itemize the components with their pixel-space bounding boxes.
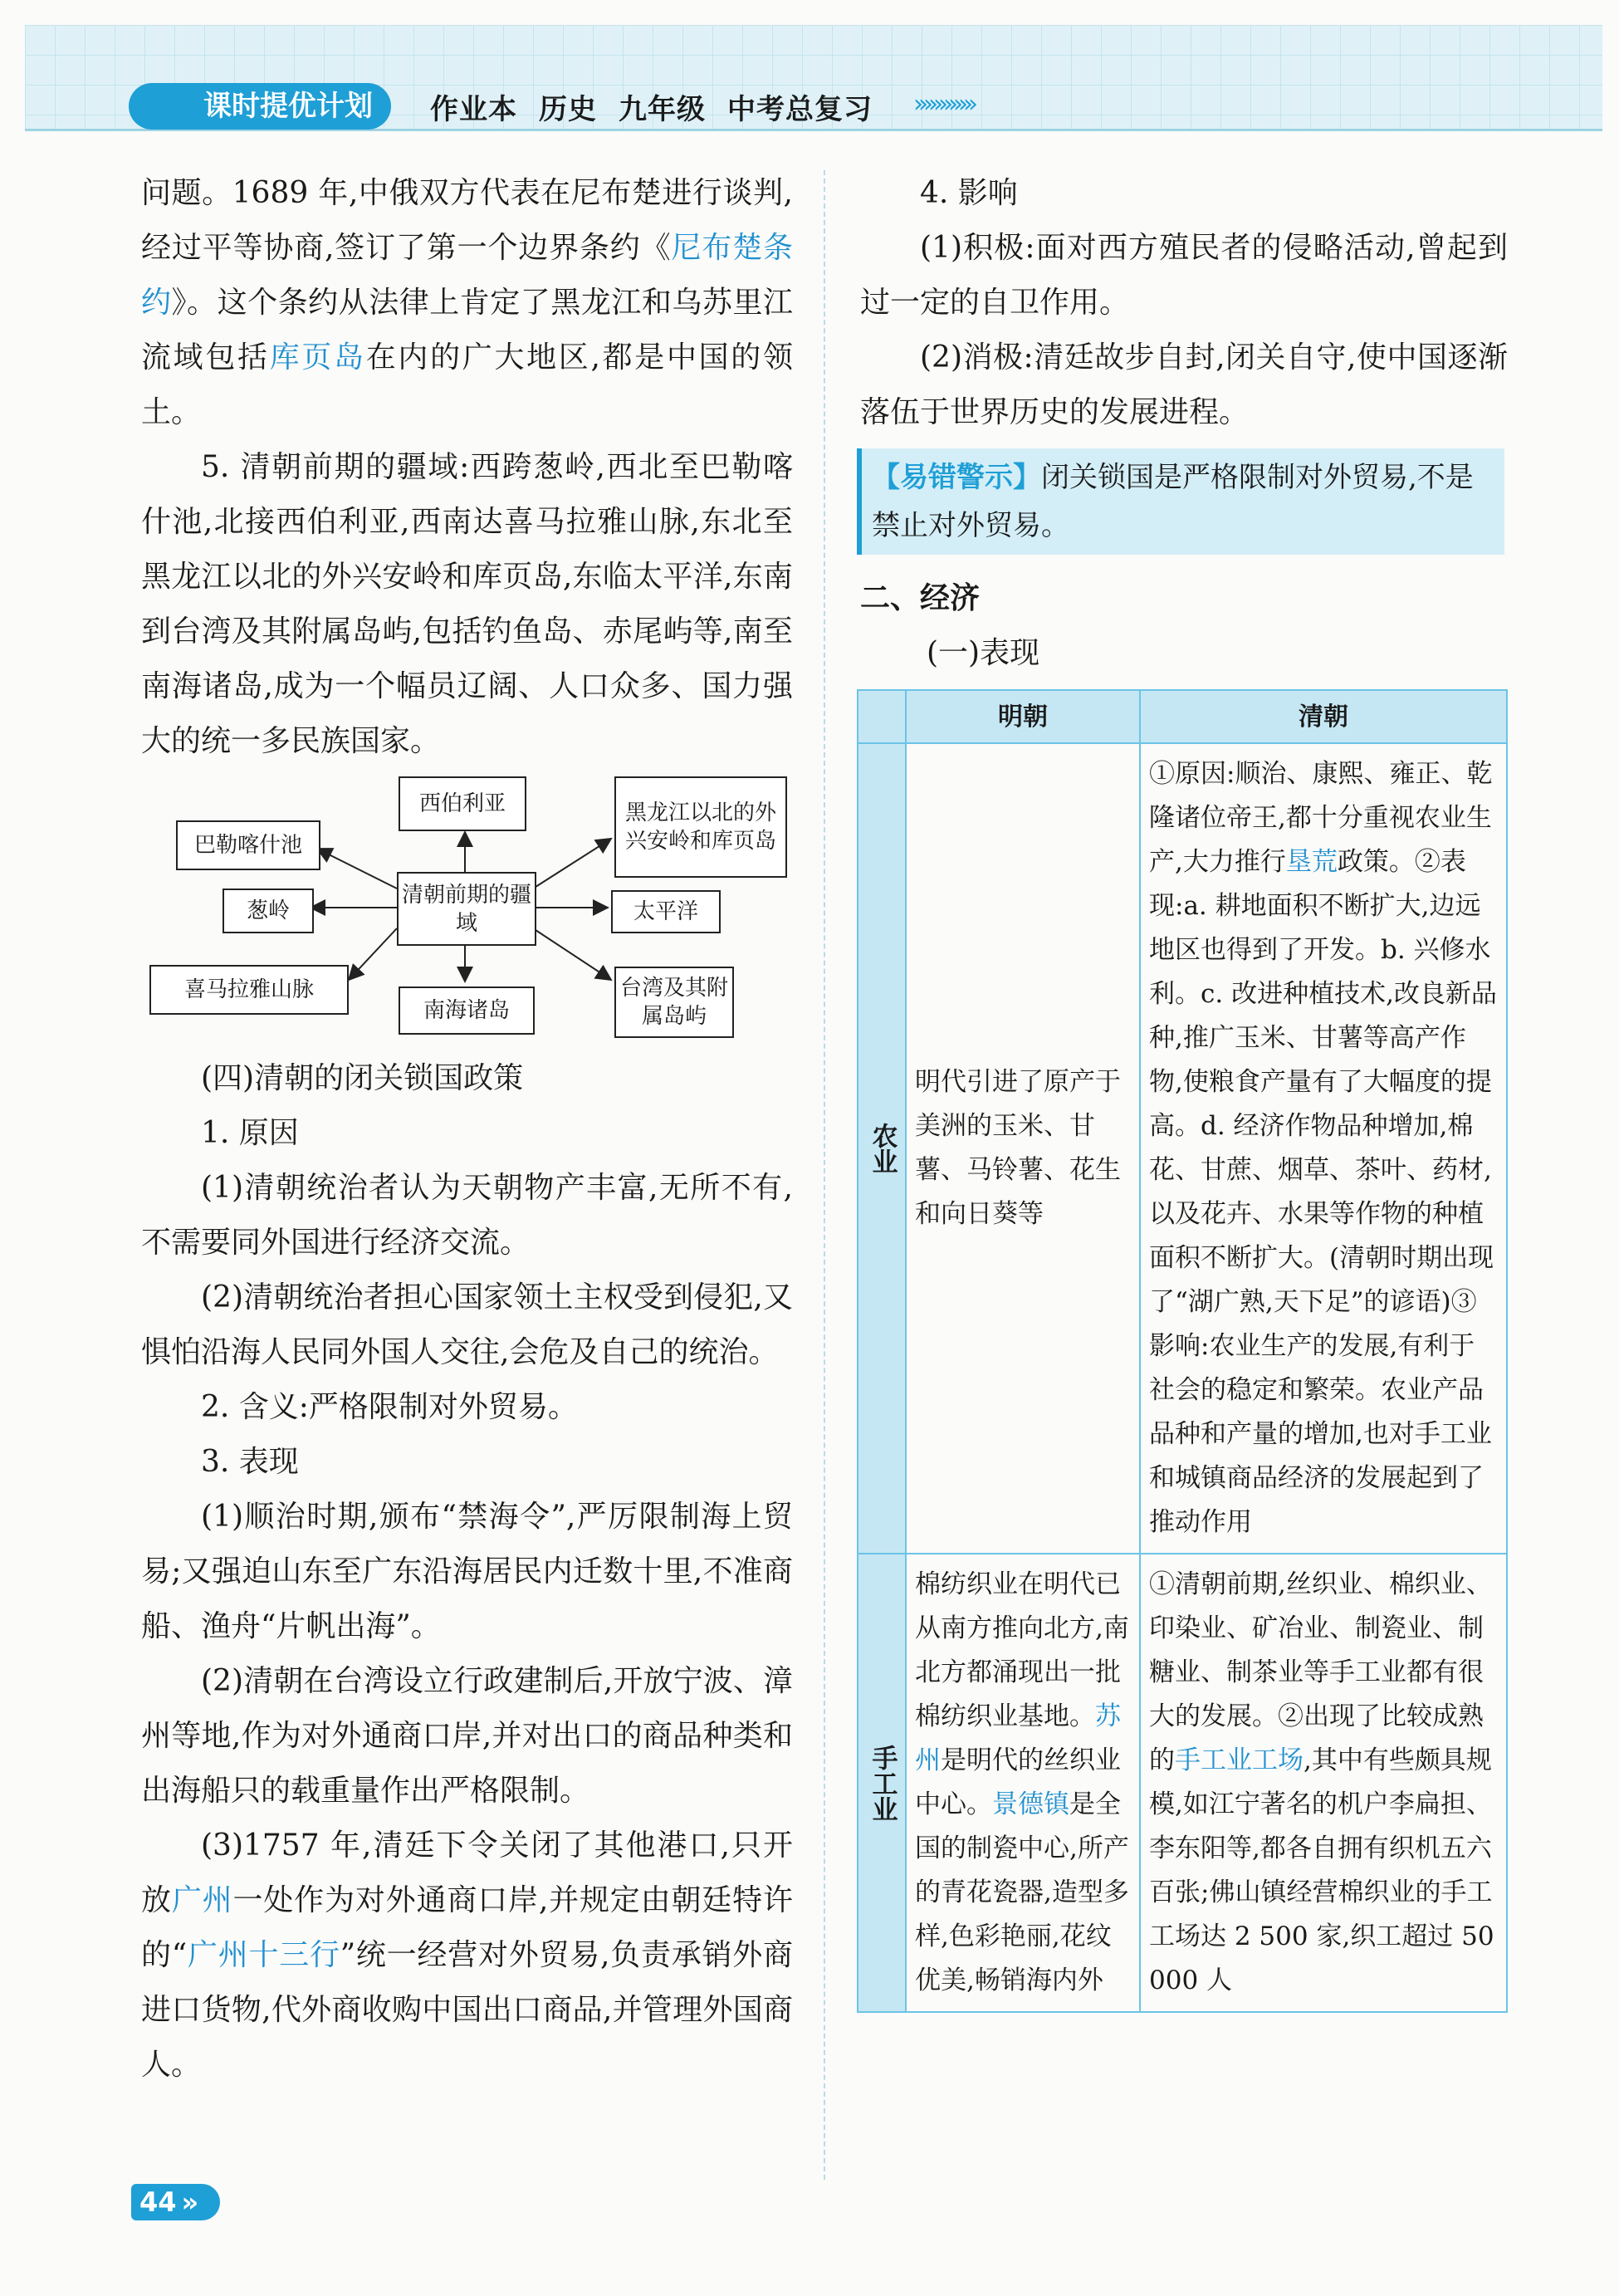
heading-cause: 1. 原因 <box>201 1116 299 1150</box>
header-series: 中考总复习 <box>727 93 873 126</box>
influence-positive: (1)积极:面对西方殖民者的侵略活动,曾起到过一定的自卫作用。 <box>860 231 1508 320</box>
diagram-west-2: 葱岭 <box>223 889 314 933</box>
right-column <box>860 166 1508 440</box>
table-header-row <box>858 690 1507 743</box>
territory-diagram <box>141 772 789 1046</box>
cell-qing-agriculture: ①原因:顺治、康熙、雍正、乾隆诸位帝王,都十分重视农业生产,大力推行垦荒政策。②表现:a. 耕地面积不断扩大,边远地区也得到了开发。b. 兴修水利。c. 改进种植技术,改良新品种,推广玉米、甘薯等高产作物,使粮食产量有了大幅度的提高。d. 经济作物品种增加,棉花、甘蔗、烟草、茶叶、药材,以及花卉、水果等作物的种植面积不断扩大。(清朝时期出现了“湖广熟,天下足”的谚语)③影响:农业生产的发展,有利于社会的稳定和繁荣。农业产品品种和产量的增加,也对手工业和城镇商品经济的发展起到了推动作用 <box>1140 743 1507 1554</box>
cell-qing-handicraft: ①清朝前期,丝织业、棉织业、印染业、矿冶业、制瓷业、制糖业、制茶业等手工业都有很大的发展。②出现了比较成熟的手工业工场,其中有些颇具规模,如江宁著名的机户李扁担、李东阳等,都各自拥有织机五六百张;佛山镇经营棉织业的手工工场达 2 500 家,织工超过 50 000 人 <box>1140 1554 1507 2012</box>
warning-note <box>857 448 1504 555</box>
heading-economy: 二、经济 <box>860 581 981 615</box>
diagram-center: 清朝前期的疆域 <box>397 872 536 946</box>
chevron-right-icon: » <box>181 2186 199 2218</box>
diagram-west-1: 巴勒喀什池 <box>176 820 320 870</box>
header-grade: 九年级 <box>619 93 706 126</box>
brand-logo: 课时提优计划 <box>129 83 391 130</box>
diagram-northeast: 黑龙江以北的外兴安岭和库页岛 <box>614 776 787 878</box>
header-book: 作业本 <box>430 93 517 126</box>
header-title <box>430 86 894 127</box>
left-column-lower <box>141 1051 793 2093</box>
diagram-south: 南海诸岛 <box>399 986 535 1035</box>
col-header-qing: 清朝 <box>1140 690 1507 743</box>
table-row-agriculture <box>858 743 1507 1554</box>
left-column <box>141 166 793 769</box>
cell-ming-handicraft: 棉纺织业在明代已从南方推向北方,南北方都涌现出一批棉纺织业基地。苏州是明代的丝织业中心。景德镇是全国的制瓷中心,所产的青花瓷器,造型多样,色彩艳丽,花纹优美,畅销海内外 <box>906 1554 1140 2012</box>
meaning: 2. 含义:严格限制对外贸易。 <box>201 1390 578 1424</box>
heading-influence: 4. 影响 <box>920 176 1018 210</box>
table-corner <box>858 690 906 743</box>
table-row-handicraft <box>858 1554 1507 2012</box>
performance-3: (3)1757 年,清廷下令关闭了其他港口,只开放广州一处作为对外通商口岸,并规定由朝廷特许的“广州十三行”统一经营对外贸易,负责承销外商进口货物,代外商收购中国出口商品,并管理外国商人。 <box>141 1828 793 2082</box>
diagram-east-2: 台湾及其附属岛屿 <box>614 967 734 1038</box>
col-header-ming: 明朝 <box>906 690 1140 743</box>
diagram-north: 西伯利亚 <box>399 776 526 831</box>
right-column-econ <box>860 571 1508 681</box>
paragraph-nerchinsk: 问题。1689 年,中俄双方代表在尼布楚进行谈判,经过平等协商,签订了第一个边界条约《尼布楚条约》。这个条约从法律上肯定了黑龙江和乌苏里江流域包括库页岛在内的广大地区,都是中国的领土。 <box>141 176 793 429</box>
chevron-right-icon: ›››››››››››› <box>913 90 973 119</box>
paragraph-territory: 5. 清朝前期的疆域:西跨葱岭,西北至巴勒喀什池,北接西伯利亚,西南达喜马拉雅山脉,东北至黑龙江以北的外兴安岭和库页岛,东临太平洋,东南到台湾及其附属岛屿,包括钓鱼岛、赤尾屿等,南至南海诸岛,成为一个幅员辽阔、人口众多、国力强大的统一多民族国家。 <box>141 450 793 758</box>
heading-seclusion: (四)清朝的闭关锁国政策 <box>201 1061 524 1095</box>
header-subject: 历史 <box>539 93 597 126</box>
influence-negative: (2)消极:清廷故步自封,闭关自守,使中国逐渐落伍于世界历史的发展进程。 <box>860 340 1508 429</box>
page-number: 44 » <box>131 2184 220 2220</box>
performance-1: (1)顺治时期,颁布“禁海令”,严厉限制海上贸易;又强迫山东至广东沿海居民内迁数十里,不准商船、渔舟“片帆出海”。 <box>141 1500 793 1643</box>
cause-1: (1)清朝统治者认为天朝物产丰富,无所不有,不需要同外国进行经济交流。 <box>141 1171 793 1260</box>
economy-table <box>857 689 1508 2013</box>
row-label-agriculture: 农业 <box>858 743 906 1554</box>
row-label-handicraft: 手工业 <box>858 1554 906 2012</box>
cause-2: (2)清朝统治者担心国家领土主权受到侵犯,又惧怕沿海人民同外国人交往,会危及自己的统治。 <box>141 1280 793 1369</box>
cell-ming-agriculture: 明代引进了原产于美洲的玉米、甘薯、马铃薯、花生和向日葵等 <box>906 743 1140 1554</box>
performance-2: (2)清朝在台湾设立行政建制后,开放宁波、漳州等地,作为对外通商口岸,并对出口的商品种类和出海船只的载重量作出严格限制。 <box>141 1664 793 1808</box>
heading-econ-performance: (一)表现 <box>927 636 1040 670</box>
warning-tag: 【易错警示】 <box>872 461 1041 494</box>
column-divider <box>824 170 825 2180</box>
warning-text: 闭关锁国是严格限制对外贸易,不是禁止对外贸易。 <box>872 461 1474 542</box>
diagram-west-3: 喜马拉雅山脉 <box>149 965 349 1015</box>
heading-performance: 3. 表现 <box>201 1445 299 1479</box>
diagram-east-1: 太平洋 <box>611 890 721 933</box>
